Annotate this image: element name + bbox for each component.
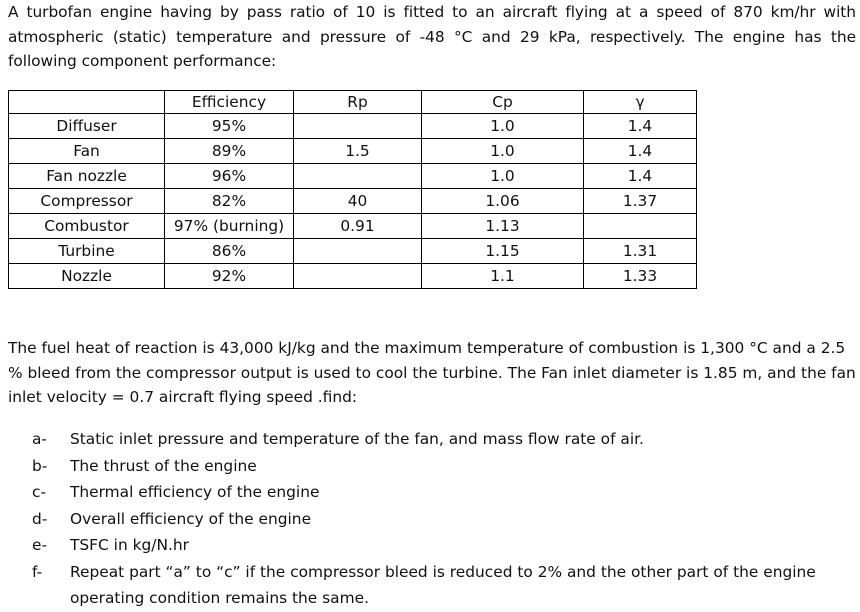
- cell-efficiency: 95%: [165, 114, 294, 139]
- table-row: [9, 264, 697, 289]
- cell-efficiency: 96%: [165, 164, 294, 189]
- list-item-text: TSFC in kg/N.hr: [70, 536, 189, 554]
- cell-component: Fan nozzle: [9, 164, 165, 189]
- intro-paragraph: A turbofan engine having by pass ratio of 10 is fitted to an aircraft flying at a speed of 870 km/hr with atmospheric (static) temperature and pressure of -48 °C and 29 kPa, respectively. The engine has the following component performance:: [8, 3, 856, 70]
- cell-efficiency: 97% (burning): [165, 214, 294, 239]
- cell-component: Fan: [9, 139, 165, 164]
- conditions-paragraph: The fuel heat of reaction is 43,000 kJ/kg and the maximum temperature of combustion is 1,300 °C and a 2.5 % bleed from the compressor output is used to cool the turbine. The Fan inlet diameter is 1.85 m, and the fan inlet velocity = 0.7 aircraft flying speed .find:: [8, 339, 856, 406]
- cell-rp: 40: [294, 189, 422, 214]
- list-item-text: Overall efficiency of the engine: [70, 509, 312, 528]
- table-row: [9, 214, 697, 239]
- cell-gamma: 1.4: [584, 114, 697, 139]
- cell-gamma: 1.33: [584, 264, 697, 289]
- list-marker: c-: [32, 483, 47, 501]
- table-row: [9, 189, 697, 214]
- header-gamma: γ: [584, 91, 697, 114]
- header-cp: Cp: [422, 91, 584, 114]
- cell-cp: 1.0: [422, 114, 584, 139]
- cell-cp: 1.0: [422, 139, 584, 164]
- cell-efficiency: 89%: [165, 139, 294, 164]
- cell-gamma: [584, 214, 697, 239]
- header-component: [9, 91, 165, 114]
- component-performance-table: [8, 90, 697, 289]
- list-marker: d-: [32, 509, 48, 528]
- cell-rp: [294, 164, 422, 189]
- cell-cp: 1.06: [422, 189, 584, 214]
- header-efficiency: Efficiency: [165, 91, 294, 114]
- cell-efficiency: 92%: [165, 264, 294, 289]
- cell-efficiency: 82%: [165, 189, 294, 214]
- cell-component: Compressor: [9, 189, 165, 214]
- cell-cp: 1.0: [422, 164, 584, 189]
- cell-rp: 0.91: [294, 214, 422, 239]
- list-item: [32, 559, 858, 612]
- cell-gamma: 1.4: [584, 164, 697, 189]
- cell-rp: [294, 264, 422, 289]
- list-item-text: Thermal efficiency of the engine: [70, 483, 320, 501]
- cell-gamma: 1.37: [584, 189, 697, 214]
- task-list: [32, 426, 858, 612]
- list-marker: a-: [32, 430, 47, 448]
- cell-component: Combustor: [9, 214, 165, 239]
- list-item-text: The thrust of the engine: [70, 456, 257, 475]
- list-item: [32, 453, 858, 480]
- cell-component: Nozzle: [9, 264, 165, 289]
- list-item: [32, 479, 858, 506]
- table-row: [9, 114, 697, 139]
- cell-efficiency: 86%: [165, 239, 294, 264]
- cell-rp: [294, 114, 422, 139]
- cell-component: Turbine: [9, 239, 165, 264]
- list-item: [32, 532, 858, 559]
- cell-rp: 1.5: [294, 139, 422, 164]
- list-item: [32, 506, 858, 533]
- table-row: [9, 139, 697, 164]
- list-marker: b-: [32, 456, 48, 475]
- cell-cp: 1.13: [422, 214, 584, 239]
- list-marker: e-: [32, 536, 48, 554]
- cell-gamma: 1.31: [584, 239, 697, 264]
- problem-intro: [8, 0, 856, 74]
- cell-rp: [294, 239, 422, 264]
- cell-component: Diffuser: [9, 114, 165, 139]
- cell-cp: 1.15: [422, 239, 584, 264]
- list-item: [32, 426, 858, 453]
- list-marker: f-: [32, 562, 43, 581]
- list-item-text: Static inlet pressure and temperature of the fan, and mass flow rate of air.: [70, 430, 644, 448]
- cell-cp: 1.1: [422, 264, 584, 289]
- table-header-row: [9, 91, 697, 114]
- table-row: [9, 164, 697, 189]
- header-rp: Rp: [294, 91, 422, 114]
- table-row: [9, 239, 697, 264]
- cell-gamma: 1.4: [584, 139, 697, 164]
- list-item-text: Repeat part “a” to “c” if the compressor bleed is reduced to 2% and the other part of the engine operating condition remains the same.: [70, 562, 816, 607]
